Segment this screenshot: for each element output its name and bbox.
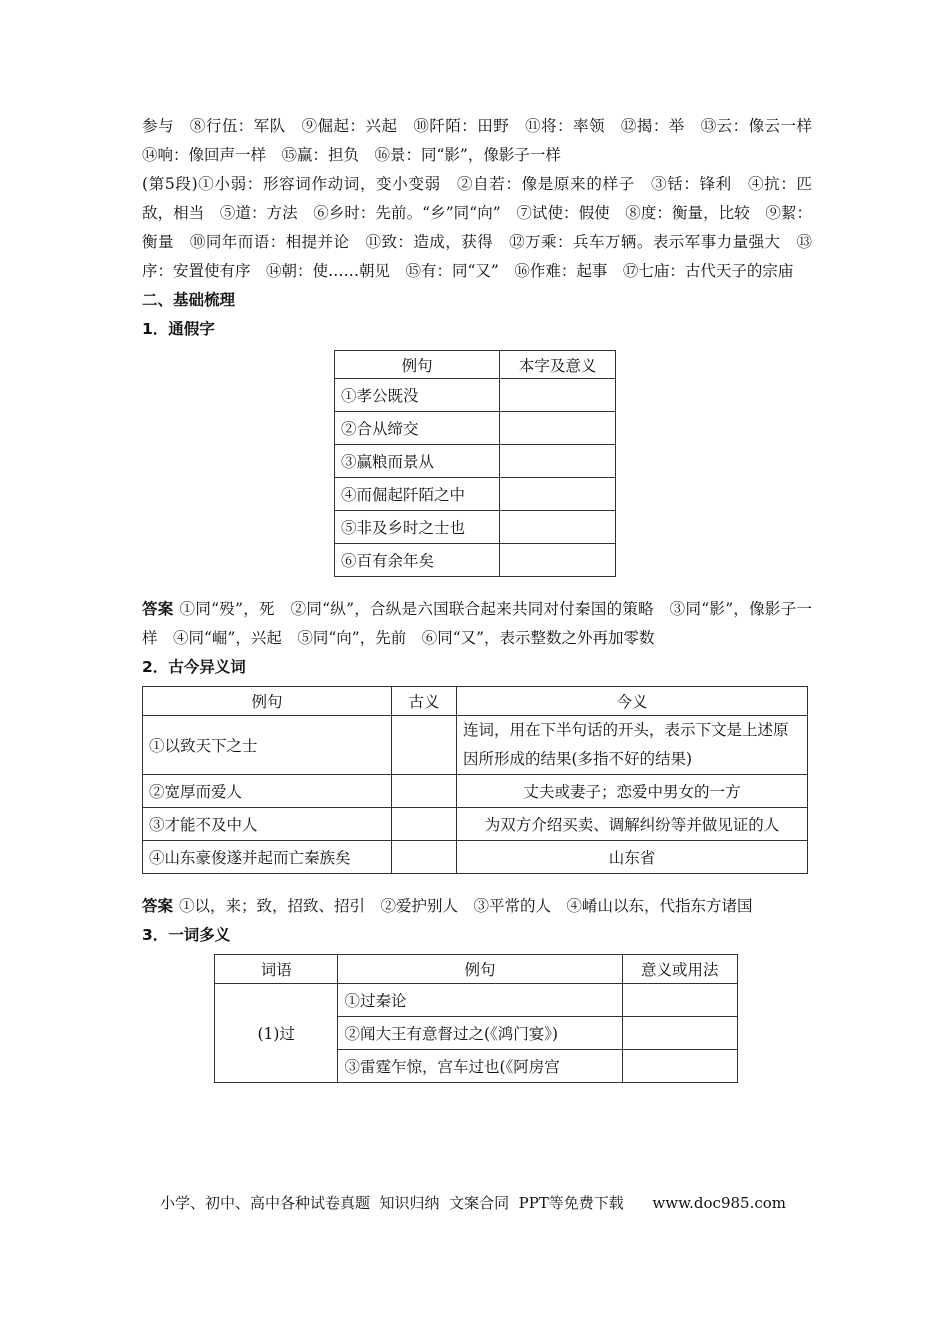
table-cell-empty bbox=[500, 511, 616, 544]
table-cell: ②宽厚而爱人 bbox=[143, 775, 392, 808]
answer-text: ①以，来；致，招致、招引 ②爱护别人 ③平常的人 ④崤山以东，代指东方诸国 bbox=[179, 897, 753, 915]
table-header: 例句 bbox=[335, 351, 500, 379]
table-header: 古义 bbox=[392, 687, 457, 716]
intro-paragraph-1: 参与 ⑧行伍：军队 ⑨倔起：兴起 ⑩阡陌：田野 ⑪将：率领 ⑫揭：举 ⑬云：像云一样 ⑭响：像回声一样 ⑮赢：担负 ⑯景：同“影”，像影子一样 bbox=[142, 117, 828, 164]
table-cell: (1)过 bbox=[215, 984, 338, 1083]
table-header: 例句 bbox=[338, 955, 622, 984]
answer-label: 答案 bbox=[142, 897, 174, 915]
table-header: 本字及意义 bbox=[500, 351, 616, 379]
intro-paragraph-2: (第5段)①小弱：形容词作动词，变小变弱 ②自若：像是原来的样子 ③铦：锋利 ④抗：匹敌，相当 ⑤道：方法 ⑥乡时：先前。“乡”同“向” ⑦试使：假使 ⑧度：衡量，比较 ⑨絜：衡量 ⑩同年而语：相提并论 ⑪致：造成，获得 ⑫万乘：兵车万辆。表示军事力量强大 ⑬序：安置使有序 ⑭朝：使……朝见 ⑮有：同“又” ⑯作难：起事 ⑰七庙：古代天子的宗庙 bbox=[142, 175, 812, 280]
table-cell: ⑤非及乡时之士也 bbox=[335, 511, 500, 544]
s2-title: 2．古今异义词 bbox=[142, 658, 246, 676]
table-cell: 为双方介绍买卖、调解纠纷等并做见证的人 bbox=[457, 808, 808, 841]
table-cell: 山东省 bbox=[457, 841, 808, 874]
document-page bbox=[142, 112, 828, 1083]
table-cell: ③雷霆乍惊，宫车过也(《阿房宫 bbox=[338, 1050, 622, 1083]
s2-answer bbox=[142, 892, 812, 921]
table-cell: 连词，用在下半句话的开头，表示下文是上述原因所形成的结果(多指不好的结果) bbox=[457, 716, 808, 775]
table-cell-empty bbox=[500, 379, 616, 412]
table-cell-empty bbox=[392, 775, 457, 808]
tongjia-table bbox=[334, 350, 616, 577]
table-cell: ①以致天下之士 bbox=[143, 716, 392, 775]
table-cell-empty bbox=[622, 1017, 737, 1050]
gujin-table bbox=[142, 686, 808, 874]
table-cell: ④山东豪俊遂并起而亡秦族矣 bbox=[143, 841, 392, 874]
table-cell-empty bbox=[500, 544, 616, 577]
table-cell: 丈夫或妻子；恋爱中男女的一方 bbox=[457, 775, 808, 808]
page-footer: 小学、初中、高中各种试卷真题 知识归纳 文案合同 PPT等免费下载 www.doc985.com bbox=[160, 1194, 787, 1212]
table-cell: ②闻大王有意督过之(《鸿门宴》) bbox=[338, 1017, 622, 1050]
table-cell-empty bbox=[392, 716, 457, 775]
table-cell-empty bbox=[392, 808, 457, 841]
s1-answer bbox=[142, 595, 812, 653]
section-title: 二、基础梳理 bbox=[142, 291, 236, 309]
table-cell-empty bbox=[500, 445, 616, 478]
answer-text: ①同“殁”，死 ②同“纵”，合纵是六国联合起来共同对付秦国的策略 ③同“影”，像影子一样 ④同“崛”，兴起 ⑤同“向”，先前 ⑥同“又”，表示整数之外再加零数 bbox=[142, 600, 812, 647]
table-cell: ②合从缔交 bbox=[335, 412, 500, 445]
table-header: 意义或用法 bbox=[622, 955, 737, 984]
table-cell-empty bbox=[500, 478, 616, 511]
table-cell: ④而倔起阡陌之中 bbox=[335, 478, 500, 511]
table-header: 词语 bbox=[215, 955, 338, 984]
table-cell: ①过秦论 bbox=[338, 984, 622, 1017]
table-header: 例句 bbox=[143, 687, 392, 716]
yiciduoyi-table bbox=[214, 954, 738, 1083]
table-header: 今义 bbox=[457, 687, 808, 716]
table-cell: ③赢粮而景从 bbox=[335, 445, 500, 478]
answer-label: 答案 bbox=[142, 600, 174, 618]
table-cell-empty bbox=[392, 841, 457, 874]
table-cell: ③才能不及中人 bbox=[143, 808, 392, 841]
table-cell-empty bbox=[622, 1050, 737, 1083]
s1-title: 1．通假字 bbox=[142, 320, 215, 338]
table-cell: ⑥百有余年矣 bbox=[335, 544, 500, 577]
table-cell-empty bbox=[622, 984, 737, 1017]
table-cell: ①孝公既没 bbox=[335, 379, 500, 412]
table-cell-empty bbox=[500, 412, 616, 445]
s3-title: 3．一词多义 bbox=[142, 926, 231, 944]
